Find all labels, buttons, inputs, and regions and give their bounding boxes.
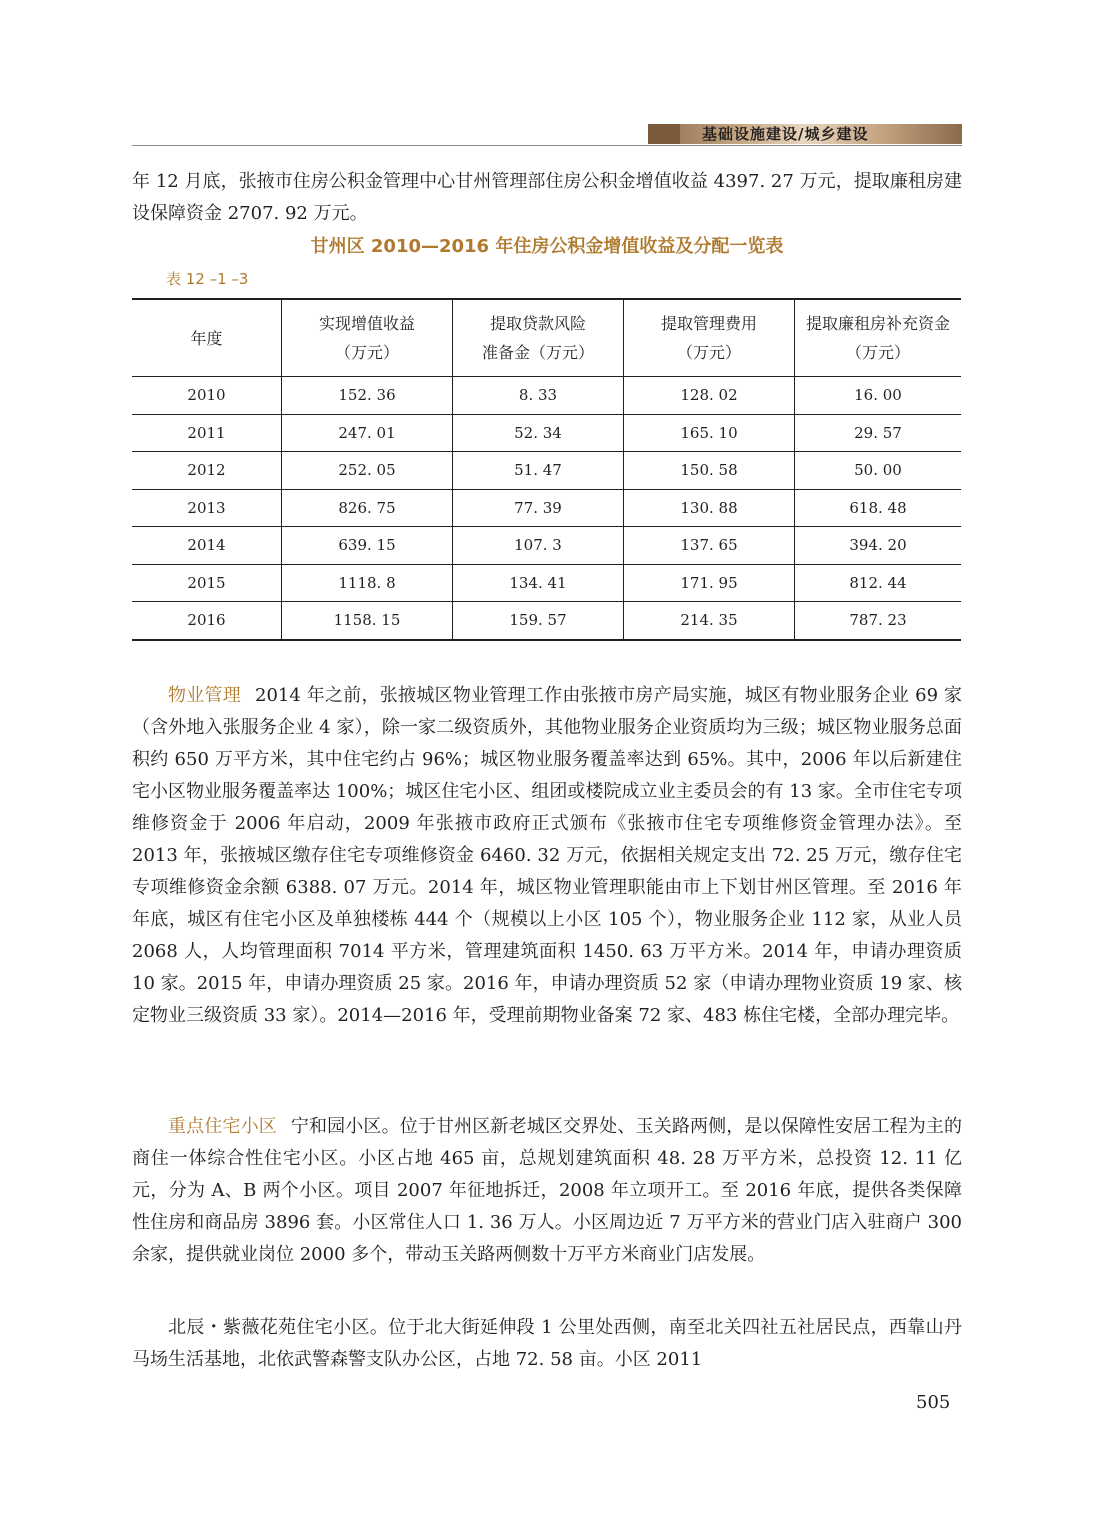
table-row [132,377,961,415]
header-year: 年度 [190,328,223,348]
property-management-paragraph [132,680,962,1032]
intro-paragraph: 年 12 月底，张掖市住房公积金管理中心甘州管理部住房公积金增值收益 4397. 27 万元，提取廉租房建设保障资金 2707. 92 万元。 [132,171,962,224]
table-header-row [132,299,961,377]
cell-risk-reserve: 77. 39 [453,489,624,527]
cell-management-fee: 214. 35 [624,602,795,640]
cell-year: 2012 [132,452,282,490]
header-risk-reserve: 提取贷款风险 准备金（万元） [453,299,624,377]
cell-management-fee: 171. 95 [624,564,795,602]
cell-lowrent-fund: 812. 44 [795,564,962,602]
cell-lowrent-fund: 29. 57 [795,414,962,452]
cell-risk-reserve: 52. 34 [453,414,624,452]
cell-management-fee: 165. 10 [624,414,795,452]
cell-lowrent-fund: 394. 20 [795,527,962,565]
table-title: 甘州区 2010—2016 年住房公积金增值收益及分配一览表 [310,236,784,257]
table-row [132,602,961,640]
cell-year: 2010 [132,377,282,415]
cell-income: 1118. 8 [282,564,453,602]
cell-lowrent-fund: 787. 23 [795,602,962,640]
cell-management-fee: 150. 58 [624,452,795,490]
cell-risk-reserve: 134. 41 [453,564,624,602]
header-rule [132,145,962,146]
header-management-fee: 提取管理费用 （万元） [624,299,795,377]
section-lead-property-management: 物业管理 [168,685,242,706]
section-lead-key-residential: 重点住宅小区 [168,1116,277,1137]
cell-income: 152. 36 [282,377,453,415]
cell-lowrent-fund: 618. 48 [795,489,962,527]
key-residential-text: 宁和园小区。位于甘州区新老城区交界处、玉关路两侧，是以保障性安居工程为主的商住一体综合性住宅小区。小区占地 465 亩，总规划建筑面积 48. 28 万平方米，总投资 12. 11 亿元，分为 A、B 两个小区。项目 2007 年征地拆迁，2008 年立项开工。至 2016 年底，提供各类保障性住房和商品房 3896 套。小区常住人口 1. 36 万人。小区周边近 7 万平方米的营业门店入驻商户 300 余家，提供就业岗位 2000 多个，带动玉关路两侧数十万平方米商业门店发展。 [132,1116,962,1265]
cell-year: 2015 [132,564,282,602]
cell-management-fee: 130. 88 [624,489,795,527]
table-row [132,527,961,565]
cell-year: 2014 [132,527,282,565]
beichen-paragraph: 北辰・紫薇花苑住宅小区。位于北大街延伸段 1 公里处西侧，南至北关四社五社居民点，西靠山丹马场生活基地，北依武警森警支队办公区，占地 72. 58 亩。小区 2011 [132,1317,962,1370]
cell-income: 1158. 15 [282,602,453,640]
cell-management-fee: 137. 65 [624,527,795,565]
cell-risk-reserve: 8. 33 [453,377,624,415]
header-decoration-block [648,124,680,144]
header-lowrent-fund: 提取廉租房补充资金 （万元） [795,299,962,377]
table-row [132,489,961,527]
cell-income: 826. 75 [282,489,453,527]
cell-risk-reserve: 159. 57 [453,602,624,640]
running-header-title: 基础设施建设/城乡建设 [702,125,869,143]
cell-risk-reserve: 51. 47 [453,452,624,490]
page-number: 505 [916,1392,951,1413]
table-row [132,414,961,452]
table-row [132,452,961,490]
cell-income: 252. 05 [282,452,453,490]
cell-lowrent-fund: 16. 00 [795,377,962,415]
cell-lowrent-fund: 50. 00 [795,452,962,490]
key-residential-paragraph [132,1111,962,1271]
header-income: 实现增值收益 （万元） [282,299,453,377]
cell-year: 2013 [132,489,282,527]
cell-year: 2011 [132,414,282,452]
table-code: 表 12 –1 –3 [166,270,249,288]
table-row [132,564,961,602]
cell-risk-reserve: 107. 3 [453,527,624,565]
property-management-text: 2014 年之前，张掖城区物业管理工作由张掖市房产局实施，城区有物业服务企业 69 家（含外地入张服务企业 4 家），除一家二级资质外，其他物业服务企业资质均为三级；城区物业服务总面积约 650 万平方米，其中住宅约占 96%；城区物业服务覆盖率达到 65%。其中，2006 年以后新建住宅小区物业服务覆盖率达 100%；城区住宅小区、组团或楼院成立业主委员会的有 13 家。全市住宅专项维修资金于 2006 年启动，2009 年张掖市政府正式颁布《张掖市住宅专项维修资金管理办法》。至 2013 年，张掖城区缴存住宅专项维修资金 6460. 32 万元，依据相关规定支出 72. 25 万元，缴存住宅专项维修资金余额 6388. 07 万元。2014 年，城区物业管理职能由市上下划甘州区管理。至 2016 年年底，城区有住宅小区及单独楼栋 444 个（规模以上小区 105 个），物业服务企业 112 家，从业人员 2068 人，人均管理面积 7014 平方米，管理建筑面积 1450. 63 万平方米。2014 年，申请办理资质 10 家。2015 年，申请办理资质 25 家。2016 年，申请办理资质 52 家（申请办理物业资质 19 家、核定物业三级资质 33 家）。2014—2016 年，受理前期物业备案 72 家、483 栋住宅楼，全部办理完毕。 [132,685,963,1026]
data-table [132,298,961,641]
cell-income: 247. 01 [282,414,453,452]
cell-year: 2016 [132,602,282,640]
cell-income: 639. 15 [282,527,453,565]
cell-management-fee: 128. 02 [624,377,795,415]
